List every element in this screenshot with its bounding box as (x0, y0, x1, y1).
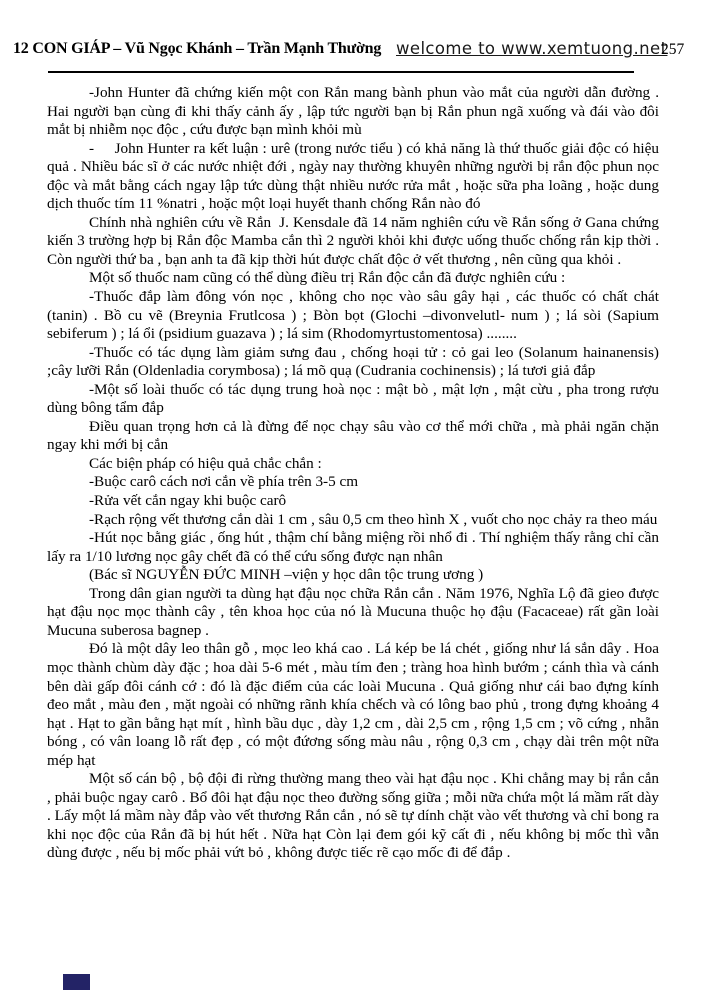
paragraph: Trong dân gian người ta dùng hạt đậu nọc chữa Rắn cắn . Năm 1976, Nghĩa Lộ đã gieo được hạt đậu nọc mọc thành cây , tên khoa học của nó là Mucuna thuộc họ đậu (Facaceae) rất gần loài Mucuna suberosa bagnep . (47, 584, 659, 639)
page-number: 257 (661, 41, 685, 58)
paragraph: - John Hunter ra kết luận : urê (trong nước tiểu ) có khả năng là thứ thuốc giải độc có hiệu quả . Nhiều bác sĩ ở các nước nhiệt đới , ngày nay thường khuyên những người bị rắn độc phun nọc độc và mắt bằng cách ngay lập tức dùng thật nhiều nước rửa mắt , hoặc sữa pha loãng , hoặc dung dịch thuốc tím 11 %natri , hoặc một loại huyết thanh chống Rắn nào đó (47, 139, 659, 213)
paragraph: -Một số loài thuốc có tác dụng trung hoà nọc : mật bò , mật lợn , mật cừu , pha trong rượu dùng bông tẩm đắp (47, 380, 659, 417)
paragraph: -Thuốc có tác dụng làm giảm sưng đau , chống hoại tử : cỏ gai leo (Solanum hainanensis) ;cây lưỡi Rắn (Oldenladia corymbosa) ; lá mõ quạ (Cudrania cochinensis) ; lá tươi giả đắp (47, 343, 659, 380)
paragraph: -Thuốc đắp làm đông vón nọc , không cho nọc vào sâu gây hại , các thuốc có chất chát (tanin) . Bồ cu vẽ (Breynia Frutlcosa ) ; Bòn bọt (Glochi –divonvelutl- num ) ; lá sòi (Sapium sebiferum ) ; lá ổi (psidium guazava ) ; lá sim (Rhodomyrtustomentosa) ........ (47, 288, 659, 343)
paragraph: -Rửa vết cắn ngay khi buộc carô (89, 492, 287, 510)
page-body (47, 84, 659, 863)
header-rule (48, 71, 634, 73)
paragraph: Điều quan trọng hơn cả là đừng để nọc chạy sâu vào cơ thể mới chữa , mà phải ngăn chặn ngay khi mới bị cắn (47, 417, 659, 454)
site-link[interactable]: welcome to www.xemtuong.net (396, 39, 668, 58)
paragraph: Chính nhà nghiên cứu về Rắn J. Kensdale đã 14 năm nghiên cứu về Rắn sống ở Gana chứng kiến 3 trường hợp bị Rắn độc Mamba cắn thì 2 người khỏi khi được uống thuốc chống rắn kịp thời . Còn người thứ ba , bạn anh ta đã kịp thời hút được chất độc ở vết thương , nên cũng qua khỏi . (47, 213, 659, 268)
paragraph: Một số cán bộ , bộ đội đi rừng thường mang theo vài hạt đậu nọc . Khi chẳng may bị rắn cắn , phải buộc ngay carô . Bổ đôi hạt đậu nọc theo đường sống giữa ; mỗi nữa chứa một lá mầm rất dày . Lấy một lá mầm này đắp vào vết thương Rắn cắn , nó sẽ tự dính chặt vào vết thương và chỉ bong ra khi nọc độc của Rắn đã bị hút hết . Nữa hạt Còn lại đem gói kỹ cất đi , nếu không bị mốc thì vẫn dùng được , nếu bị mốc phải vứt bỏ , không được tiếc rẽ cạo mốc đi để đắp . (47, 770, 659, 862)
paragraph: (Bác sĩ NGUYỄN ĐỨC MINH –viện y học dân tộc trung ương ) (89, 566, 484, 584)
paragraph: Một số thuốc nam cũng có thể dùng điều trị Rắn độc cắn đã được nghiên cứu : (89, 269, 566, 287)
paragraph: -John Hunter đã chứng kiến một con Rắn mang bành phun vào mắt của người dẫn đường . Hai người bạn cùng đi khi thấy cảnh ấy , lập tức người bạn bị Rắn phun ngã xuống và đái vào đôi mắt bị nhiễm nọc độc , cứu được bạn mình khỏi mù (47, 84, 659, 139)
paragraph: Đó là một dây leo thân gỗ , mọc leo khá cao . Lá kép be lá chét , giống như lá sắn dây . Hoa mọc thành chùm dày đặc ; hoa dài 5-6 mét , màu tím đen ; tràng hoa hình bướm ; cánh thìa và cánh bên dài gấp đôi cánh cớ : đó là đặc điểm của các loài Mucuna . Quả giống như cái bao đựng kính đeo mắt , màu đen , mặt ngoài có những rãnh khía chếch và có lông bao phủ , trong đựng khoảng 4 hạt . Hạt to gần bằng hạt mít , hình bầu dục , dày 1,2 cm , dài 2,5 cm , rộng 1,5 cm ; võ cứng , nhẵn bóng , có vân loang lỗ rất đẹp , có một đứơng sống màu nâu , rộng 0,3 cm , chạy dài trên một nữa mép hạt (47, 640, 659, 769)
paragraph: -Buộc carô cách nơi cắn về phía trên 3-5 cm (89, 473, 359, 491)
page-corner-mark (63, 974, 90, 990)
book-title: 12 CON GIÁP – Vũ Ngọc Khánh – Trần Mạnh Thường (13, 40, 382, 57)
paragraph: Các biện pháp có hiệu quả chắc chắn : (89, 454, 322, 472)
paragraph: -Rạch rộng vết thương cắn dài 1 cm , sâu 0,5 cm theo hình X , vuốt cho nọc chảy ra theo máu (89, 510, 658, 528)
paragraph: -Hút nọc bằng giác , ống hút , thậm chí bằng miệng rồi nhổ đi . Thí nghiệm thấy rằng chỉ cần lấy ra 1/10 lương nọc gây chết đã có thể cứu sống được nạn nhân (47, 529, 659, 565)
